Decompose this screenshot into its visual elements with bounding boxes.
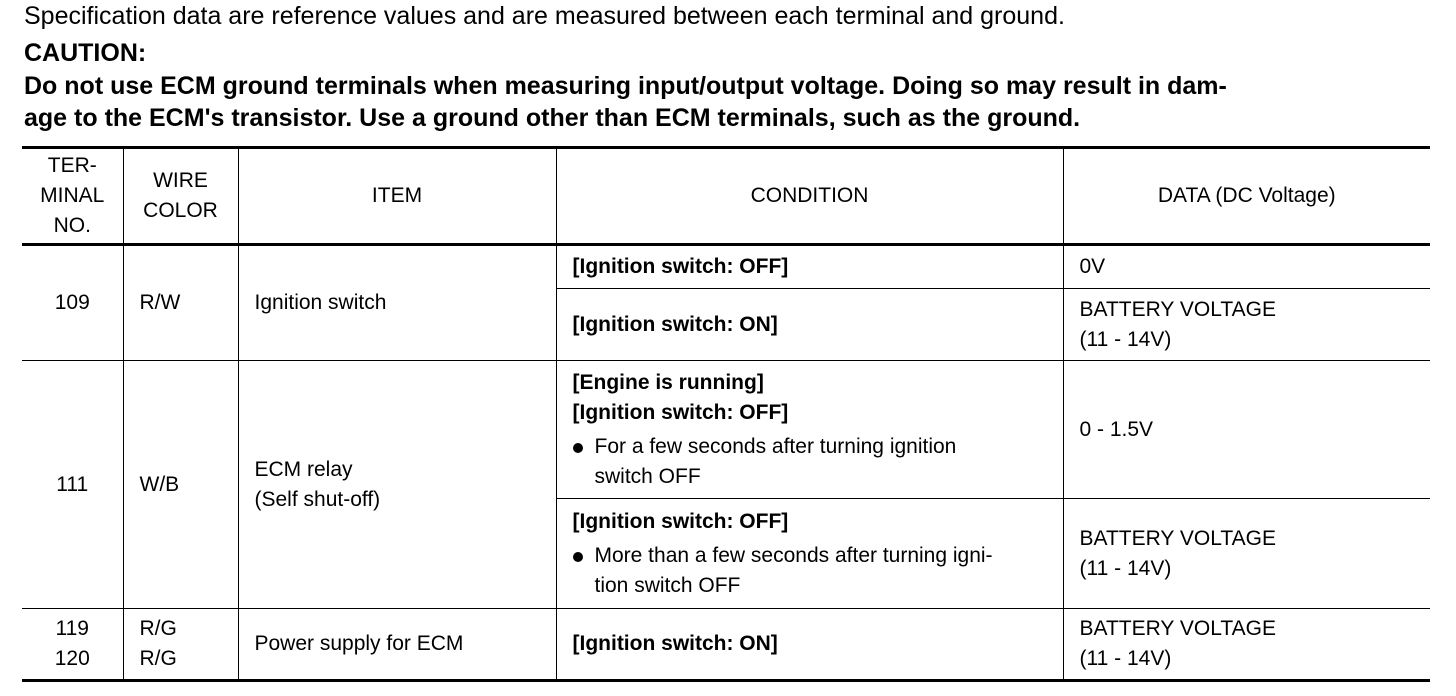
data-cell [1063,361,1430,499]
header-condition: CONDITION [556,148,1063,245]
bullet-dot-icon [573,443,583,453]
wire-color-cell [123,361,238,609]
condition-text: [Ignition switch: ON] [572,312,778,336]
header-terminal-line: NO. [53,214,91,237]
caution-heading: CAUTION: [24,39,147,67]
bullet-dot-icon [573,552,583,562]
table-row [22,609,1430,681]
terminal-cell [22,361,123,609]
terminal-number: 111 [56,472,89,496]
item-text: (Self shut-off) [254,487,381,511]
condition-cell [556,289,1063,361]
wire-color-cell [123,245,238,361]
data-cell [1063,609,1430,681]
header-terminal-no [22,148,123,245]
header-item: ITEM [238,148,556,245]
table-row [22,361,1430,499]
item-text: Ignition switch [254,291,387,314]
header-terminal-line: TER- [47,154,97,177]
bullet-text [595,541,993,601]
data-value: (11 - 14V) [1079,647,1172,670]
terminal-cell [22,245,123,361]
header-wire-color [123,148,238,245]
wire-color: R/W [139,291,181,314]
terminal-number: 120 [54,647,90,670]
item-cell [238,245,556,361]
caution-line: age to the ECM's transistor. Use a ground other than ECM terminals, such as the ground. [24,104,1081,132]
data-value: BATTERY VOLTAGE [1079,526,1276,550]
item-cell [238,609,556,681]
header-terminal-line: MINAL [40,184,105,207]
wire-color-cell [123,609,238,681]
data-value: (11 - 14V) [1079,327,1172,351]
item-cell [238,361,556,609]
item-text: Power supply for ECM [254,632,464,655]
header-wire-line: COLOR [143,199,218,222]
condition-cell [556,361,1063,499]
data-cell [1063,245,1430,289]
condition-text: [Engine is running] [572,370,764,394]
condition-text: [Ignition switch: OFF] [572,255,789,278]
condition-cell [556,609,1063,681]
condition-cell [556,499,1063,609]
condition-bullet [573,432,1053,492]
data-value: (11 - 14V) [1079,556,1172,580]
header-wire-line: WIRE [153,169,208,192]
table-row [22,245,1430,289]
data-value: BATTERY VOLTAGE [1079,617,1276,640]
table-header-row [22,148,1430,245]
caution-line: Do not use ECM ground terminals when measuring input/output voltage. Doing so may result in dam- [24,72,1227,100]
data-cell [1063,499,1430,609]
wire-color: R/G [139,617,177,640]
data-value: BATTERY VOLTAGE [1079,297,1276,321]
intro-text: Specification data are reference values and are measured between each terminal and ground. [24,2,1065,30]
terminal-spec-table [22,146,1430,682]
data-value: 0V [1079,255,1106,278]
item-text: ECM relay [254,457,353,481]
caution-body [24,70,1434,134]
data-value: 0 - 1.5V [1079,417,1154,441]
condition-cell [556,245,1063,289]
bullet-line: For a few seconds after turning ignition [594,434,957,458]
terminal-cell [22,609,123,681]
wire-color: R/G [139,647,177,670]
condition-text: [Ignition switch: OFF] [572,400,789,424]
condition-text: [Ignition switch: OFF] [572,509,789,533]
bullet-text [595,432,957,492]
condition-bullet [573,541,1053,601]
data-cell [1063,289,1430,361]
bullet-line: More than a few seconds after turning igni- [594,543,993,567]
bullet-line: tion switch OFF [594,573,741,597]
terminal-number: 119 [55,617,89,640]
header-data: DATA (DC Voltage) [1063,148,1430,245]
bullet-line: switch OFF [594,464,701,488]
terminal-number: 109 [54,291,90,314]
condition-text: [Ignition switch: ON] [572,632,778,655]
wire-color: W/B [139,472,180,496]
